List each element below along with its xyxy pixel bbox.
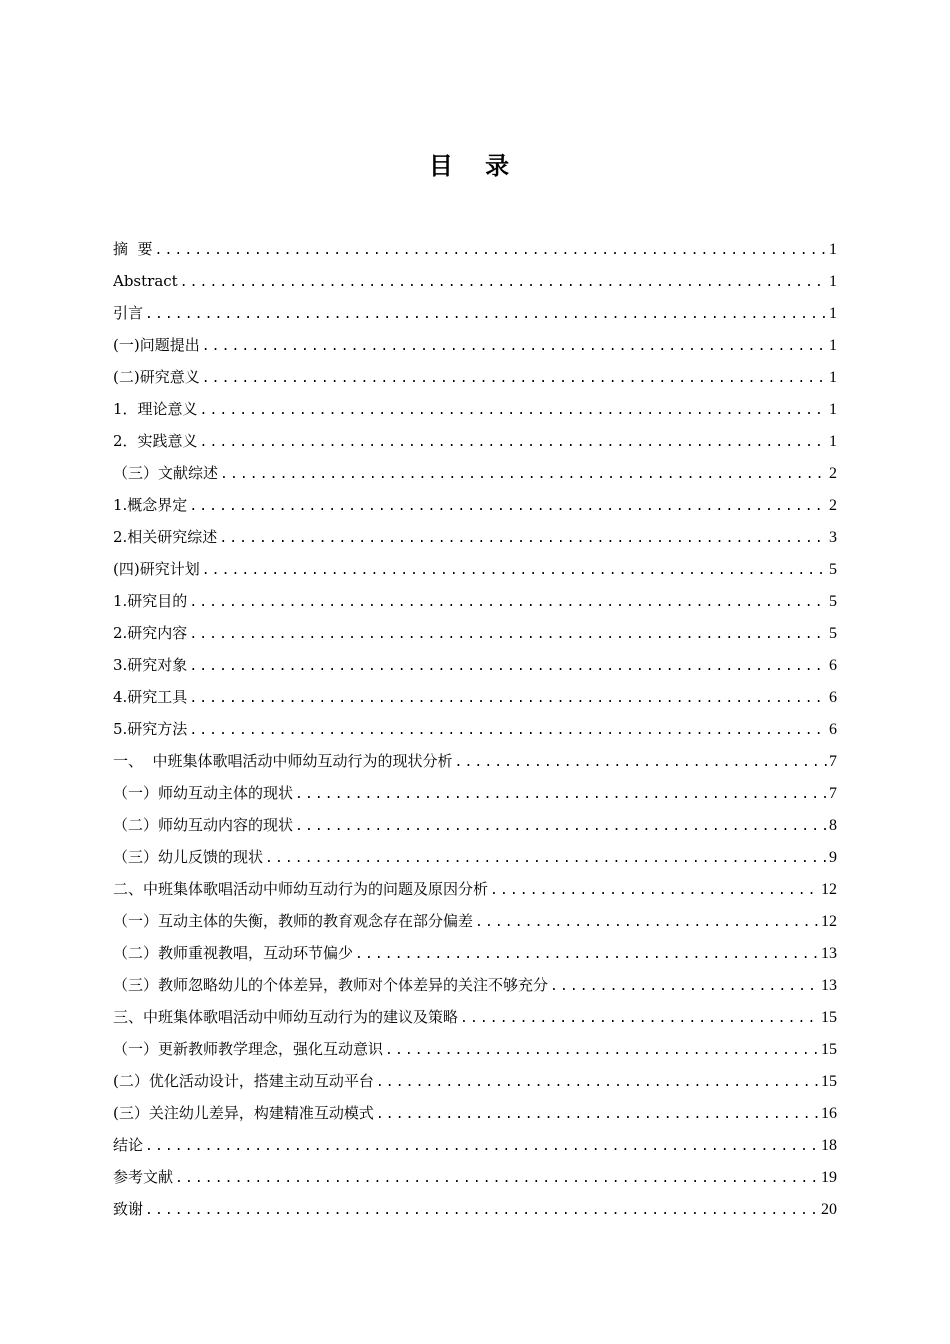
toc-entry-page-number: 1	[829, 273, 837, 290]
toc-entry-label: （一）更新教师教学理念，强化互动意识	[113, 1040, 384, 1058]
toc-entry[interactable]	[113, 777, 837, 809]
toc-entry-page-number: 1	[829, 305, 837, 322]
toc-dot-leader	[385, 1035, 819, 1065]
toc-entry-page-number: 7	[829, 753, 837, 770]
toc-entry-page-number: 16	[821, 1105, 837, 1122]
toc-entry-page-number: 6	[829, 657, 837, 674]
toc-entry-page-number: 2	[829, 465, 837, 482]
toc-entry-label: （三）文献综述	[113, 464, 219, 482]
toc-entry[interactable]	[113, 425, 837, 457]
toc-entry[interactable]	[113, 553, 837, 585]
toc-dot-leader	[550, 971, 819, 1001]
toc-dot-leader	[189, 683, 827, 713]
toc-entry-label: 2.相关研究综述	[113, 528, 218, 546]
toc-entry[interactable]	[113, 521, 837, 553]
toc-entry[interactable]	[113, 457, 837, 489]
toc-entry-page-number: 20	[821, 1201, 837, 1218]
toc-entry-page-number: 8	[829, 817, 837, 834]
toc-entry[interactable]	[113, 873, 837, 905]
toc-entry-label: （二）教师重视教唱，互动环节偏少	[113, 944, 354, 962]
toc-entry[interactable]	[113, 905, 837, 937]
toc-entry-label: 5.研究方法	[113, 720, 188, 738]
toc-entry-label: 摘 要	[113, 240, 153, 258]
toc-entry-page-number: 6	[829, 721, 837, 738]
toc-entry-label: 2.研究内容	[113, 624, 188, 642]
toc-entry-page-number: 5	[829, 625, 837, 642]
toc-dot-leader	[295, 811, 827, 841]
toc-entry-page-number: 2	[829, 497, 837, 514]
toc-entry-label: (三）关注幼儿差异，构建精准互动模式	[113, 1104, 374, 1122]
toc-entry-page-number: 1	[829, 337, 837, 354]
toc-entry-label: 1．理论意义	[113, 400, 198, 418]
toc-dot-leader	[175, 1163, 819, 1193]
toc-dot-leader	[202, 363, 827, 393]
toc-entry-page-number: 12	[821, 913, 837, 930]
toc-entry[interactable]	[113, 1129, 837, 1161]
toc-entry-label: （一）师幼互动主体的现状	[113, 784, 294, 802]
toc-entry-label: （三）教师忽略幼儿的个体差异，教师对个体差异的关注不够充分	[113, 976, 549, 994]
toc-entry-page-number: 1	[829, 241, 837, 258]
toc-entry-page-number: 5	[829, 593, 837, 610]
toc-entry-page-number: 18	[821, 1137, 837, 1154]
toc-entry[interactable]	[113, 1033, 837, 1065]
toc-entry-label: 4.研究工具	[113, 688, 188, 706]
toc-dot-leader	[265, 843, 827, 873]
toc-entry-label: 结论	[113, 1136, 144, 1154]
toc-entry-label: (二)研究意义	[113, 368, 200, 386]
toc-entry[interactable]	[113, 969, 837, 1001]
toc-dot-leader	[189, 587, 827, 617]
toc-entry[interactable]	[113, 393, 837, 425]
toc-entry[interactable]	[113, 809, 837, 841]
toc-entry[interactable]	[113, 841, 837, 873]
toc-dot-leader	[189, 491, 827, 521]
toc-dot-leader	[155, 235, 827, 265]
toc-dot-leader	[202, 331, 827, 361]
toc-entry[interactable]	[113, 1097, 837, 1129]
toc-entry-page-number: 13	[821, 945, 837, 962]
toc-entry[interactable]	[113, 713, 837, 745]
toc-entry-label: （三）幼儿反馈的现状	[113, 848, 264, 866]
toc-dot-leader	[202, 555, 827, 585]
toc-entry-page-number: 7	[829, 785, 837, 802]
toc-dot-leader	[200, 427, 827, 457]
toc-dot-leader	[145, 1131, 819, 1161]
toc-entry-page-number: 13	[821, 977, 837, 994]
toc-dot-leader	[145, 1195, 819, 1225]
toc-entry[interactable]	[113, 1193, 837, 1225]
toc-entry[interactable]	[113, 297, 837, 329]
toc-dot-leader	[376, 1067, 819, 1097]
toc-entry[interactable]	[113, 489, 837, 521]
toc-entry-page-number: 12	[821, 881, 837, 898]
toc-entry-page-number: 19	[821, 1169, 837, 1186]
toc-entry-label: 3.研究对象	[113, 656, 188, 674]
toc-entry-label: 一、 中班集体歌唱活动中师幼互动行为的现状分析	[113, 752, 453, 770]
toc-entry-label: (四)研究计划	[113, 560, 200, 578]
toc-dot-leader	[189, 651, 827, 681]
toc-entry[interactable]	[113, 265, 837, 297]
toc-entry[interactable]	[113, 1001, 837, 1033]
toc-dot-leader	[200, 395, 827, 425]
toc-dot-leader	[219, 523, 827, 553]
toc-entry[interactable]	[113, 681, 837, 713]
toc-entry-page-number: 15	[821, 1009, 837, 1026]
toc-entry-page-number: 15	[821, 1073, 837, 1090]
page-title: 目 录	[428, 152, 522, 180]
toc-entry[interactable]	[113, 361, 837, 393]
toc-entry-label: 二、中班集体歌唱活动中师幼互动行为的问题及原因分析	[113, 880, 489, 898]
toc-entry-label: 2．实践意义	[113, 432, 198, 450]
toc-entry-label: 1.研究目的	[113, 592, 188, 610]
toc-entry-page-number: 1	[829, 369, 837, 386]
toc-entry[interactable]	[113, 617, 837, 649]
toc-dot-leader	[475, 907, 819, 937]
toc-dot-leader	[189, 715, 827, 745]
toc-entry[interactable]	[113, 745, 837, 777]
toc-dot-leader	[490, 875, 819, 905]
toc-entry[interactable]	[113, 937, 837, 969]
toc-dot-leader	[355, 939, 819, 969]
toc-entry-label: 引言	[113, 304, 144, 322]
toc-dot-leader	[220, 459, 827, 489]
toc-dot-leader	[180, 267, 827, 297]
toc-entry[interactable]	[113, 329, 837, 361]
toc-entry-page-number: 5	[829, 561, 837, 578]
toc-entry[interactable]	[113, 1065, 837, 1097]
toc-entry-page-number: 1	[829, 401, 837, 418]
toc-entry-label: 1.概念界定	[113, 496, 188, 514]
toc-entry-label: (一)问题提出	[113, 336, 200, 354]
toc-dot-leader	[295, 779, 827, 809]
toc-dot-leader	[145, 299, 827, 329]
toc-entry-label: 三、中班集体歌唱活动中师幼互动行为的建议及策略	[113, 1008, 459, 1026]
toc-entry[interactable]	[113, 649, 837, 681]
toc-dot-leader	[376, 1099, 819, 1129]
toc-entry-label: Abstract	[113, 272, 178, 290]
toc-entry-label: （一）互动主体的失衡，教师的教育观念存在部分偏差	[113, 912, 474, 930]
toc-entry-label: 参考文献	[113, 1168, 174, 1186]
toc-entry-label: 致谢	[113, 1200, 144, 1218]
toc-dot-leader	[455, 747, 827, 777]
toc-entry[interactable]	[113, 233, 837, 265]
toc-entry-page-number: 15	[821, 1041, 837, 1058]
toc-entry-label: （二）师幼互动内容的现状	[113, 816, 294, 834]
toc-dot-leader	[189, 619, 827, 649]
toc-dot-leader	[460, 1003, 819, 1033]
toc-entry[interactable]	[113, 1161, 837, 1193]
toc-entry-page-number: 1	[829, 433, 837, 450]
toc-entry-page-number: 6	[829, 689, 837, 706]
toc-entry-page-number: 9	[829, 849, 837, 866]
toc-entry-label: (二）优化活动设计，搭建主动互动平台	[113, 1072, 374, 1090]
toc-entry-page-number: 3	[829, 529, 837, 546]
table-of-contents	[113, 233, 837, 1225]
toc-entry[interactable]	[113, 585, 837, 617]
